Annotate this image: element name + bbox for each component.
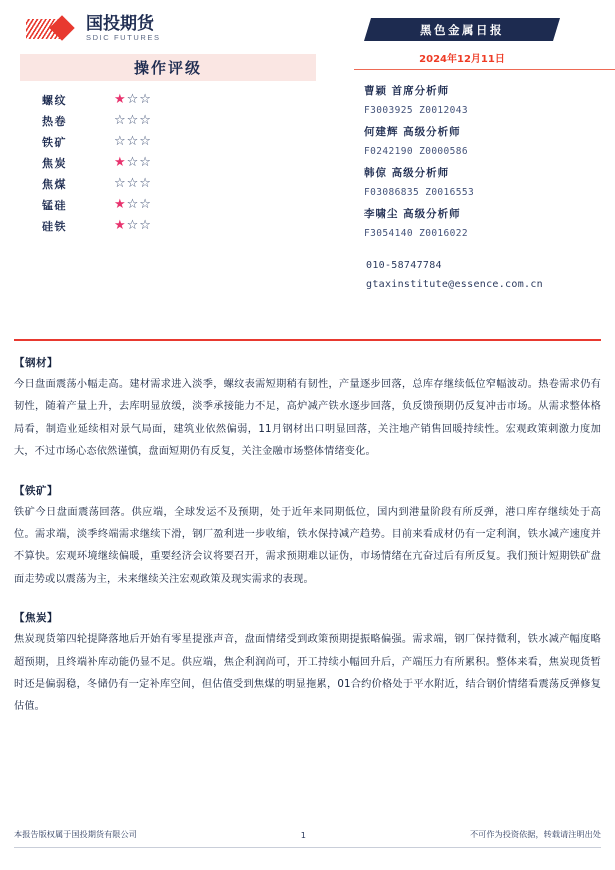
analyst-license-code: F3003925 Z0012043 <box>364 105 469 116</box>
rating-row <box>42 173 332 194</box>
rating-commodity-name: 螺纹 <box>42 93 67 107</box>
logo-diamond-icon <box>26 17 82 41</box>
rating-stars: ★☆☆ <box>114 155 152 170</box>
analyst-entry <box>364 164 615 203</box>
rating-row <box>42 194 332 215</box>
footer-page-number: 1 <box>300 829 307 840</box>
company-logo <box>14 14 332 44</box>
section-heading: 【铁矿】 <box>14 484 58 497</box>
rating-list <box>14 89 332 236</box>
section-text: 铁矿今日盘面震荡回落。供应端，全球发运不及预期，处于近年来同期低位，国内到港量阶段有所反弹，港口库存继续处于高位。需求端，淡季终端需求继续下滑，钢厂盈利进一步收缩，铁水保持减产趋势。目前来看成材仍有一定利润，铁水减产速度并不算快。宏观环境继续偏暖，重要经济会议将要召开，需求预期难以证伪，市场情绪在亢奋过后有所反复。我们预计短期铁矿盘面走势或以震荡为主，未来继续关注宏观政策及现实需求的表现。 <box>14 506 601 585</box>
rating-stars: ★☆☆ <box>114 197 152 212</box>
analyst-list <box>354 82 615 244</box>
section-text: 焦炭现货第四轮提降落地后开始有零星提涨声音，盘面情绪受到政策预期提振略偏强。需求端，钢厂保持微利，铁水减产幅度略超预期，且终端补库动能仍显不足。供应端，焦企利润尚可，开工持续小幅回升后，产端压力有所累积。整体来看，焦炭现货暂时还是偏弱稳，冬储仍有一定补库空间，但估值受到焦煤的明显拖累，01合约价格处于平水附近，结合钢价情绪看震荡反弹修复估值。 <box>14 634 601 713</box>
section-coke <box>14 607 601 719</box>
section-heading: 【钢材】 <box>14 357 58 369</box>
section-steel <box>14 352 601 464</box>
logo-name-cn: 国投期货 <box>86 14 154 35</box>
analyst-name: 曹颖 首席分析师 <box>364 85 450 97</box>
footer-divider <box>14 847 601 848</box>
contact-block <box>354 256 615 294</box>
contact-email[interactable]: gtaxinstitute@essence.com.cn <box>366 279 543 290</box>
footer-disclaimer: 不可作为投资依据，转载请注明出处 <box>469 829 601 839</box>
rating-commodity-name: 焦炭 <box>42 156 67 170</box>
rating-row <box>42 110 332 131</box>
rating-row <box>42 89 332 110</box>
logo-name-en: SDIC FUTURES <box>86 33 161 43</box>
report-title: 黑色金属日报 <box>420 22 504 37</box>
analyst-entry <box>364 82 615 121</box>
rating-commodity-name: 热卷 <box>42 114 67 128</box>
rating-row <box>42 152 332 173</box>
analyst-entry <box>364 123 615 162</box>
date-divider <box>354 69 615 70</box>
page-footer <box>14 829 601 840</box>
rating-stars: ★☆☆ <box>114 92 152 107</box>
rating-commodity-name: 锰硅 <box>42 198 67 212</box>
report-title-banner <box>364 18 560 41</box>
analyst-name: 何建辉 高级分析师 <box>364 126 461 138</box>
analyst-license-code: F03086835 Z0016553 <box>364 187 475 198</box>
rating-stars: ☆☆☆ <box>114 176 152 191</box>
header-left-column <box>14 14 332 236</box>
footer-copyright: 本报告版权属于国投期货有限公司 <box>14 829 137 839</box>
analyst-name: 韩倞 高级分析师 <box>364 167 450 179</box>
rating-stars: ★☆☆ <box>114 218 152 233</box>
section-text: 今日盘面震荡小幅走高。建材需求进入淡季，螺纹表需短期稍有韧性，产量逐步回落，总库存继续低位窄幅波动。热卷需求仍有韧性，随着产量上升，去库明显放缓，淡季承接能力不足，高炉减产铁水逐步回落，负反馈预期仍反复冲击市场。从需求整体格局看，制造业延续相对景气局面，建筑业依然偏弱，11月钢材出口明显回落，关注地产销售回暖持续性。宏观政策刺激力度加大，不过市场心态依然谨慎，盘面短期仍有反复，关注金融市场整体情绪变化。 <box>14 379 601 458</box>
logo-text <box>86 16 161 42</box>
rating-commodity-name: 铁矿 <box>42 135 67 149</box>
header-right-column <box>332 14 615 294</box>
report-header <box>14 0 601 300</box>
rating-panel-title: 操作评级 <box>133 59 202 77</box>
report-date: 2024年12月11日 <box>419 54 505 65</box>
rating-panel-title-band <box>20 54 316 81</box>
analyst-name: 李啸尘 高级分析师 <box>364 208 461 220</box>
header-divider <box>14 339 601 341</box>
analyst-license-code: F0242190 Z0000586 <box>364 146 469 157</box>
analyst-entry <box>364 205 615 244</box>
rating-commodity-name: 焦煤 <box>42 177 67 191</box>
report-body <box>14 352 601 735</box>
section-iron-ore <box>14 480 601 592</box>
analyst-license-code: F3054140 Z0016022 <box>364 228 469 239</box>
contact-phone[interactable]: 010-58747784 <box>366 260 442 271</box>
rating-row <box>42 215 332 236</box>
rating-stars: ☆☆☆ <box>114 113 152 128</box>
rating-commodity-name: 硅铁 <box>42 219 67 233</box>
rating-row <box>42 131 332 152</box>
section-heading: 【焦炭】 <box>14 612 58 625</box>
rating-stars: ☆☆☆ <box>114 134 152 149</box>
